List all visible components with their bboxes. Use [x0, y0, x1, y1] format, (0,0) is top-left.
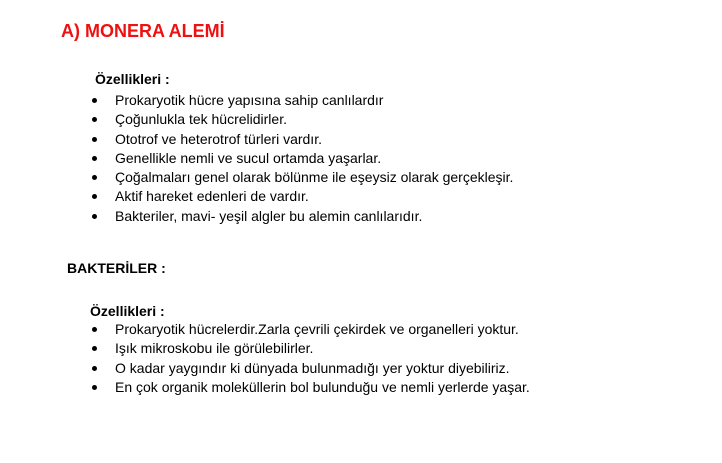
- bacteria-section-title: BAKTERİLER :: [67, 260, 166, 276]
- monera-section-title: A) MONERA ALEMİ: [61, 21, 225, 41]
- list-item: Aktif hareket edenleri de vardır.: [89, 187, 513, 206]
- list-item: En çok organik moleküllerin bol bulunduğu ve nemli yerlerde yaşar.: [89, 378, 530, 397]
- list-item: Çoğunlukla tek hücrelidirler.: [89, 110, 513, 129]
- list-item: O kadar yaygındır ki dünyada bulunmadığı yer yoktur diyebiliriz.: [89, 359, 530, 378]
- bacteria-features-list: [89, 320, 530, 397]
- list-item: Bakteriler, mavi- yeşil algler bu alemin canlılarıdır.: [89, 207, 513, 226]
- list-item: Ototrof ve heterotrof türleri vardır.: [89, 130, 513, 149]
- list-item: Prokaryotik hücre yapısına sahip canlılardır: [89, 91, 513, 110]
- monera-features-heading: Özellikleri :: [95, 71, 170, 87]
- list-item: Işık mikroskobu ile görülebilirler.: [89, 339, 530, 358]
- list-item: Genellikle nemli ve sucul ortamda yaşarlar.: [89, 149, 513, 168]
- bacteria-features-heading: Özellikleri :: [90, 303, 165, 319]
- monera-features-list: [89, 91, 513, 226]
- list-item: Prokaryotik hücrelerdir.Zarla çevrili çekirdek ve organelleri yoktur.: [89, 320, 530, 339]
- list-item: Çoğalmaları genel olarak bölünme ile eşeysiz olarak gerçekleşir.: [89, 168, 513, 187]
